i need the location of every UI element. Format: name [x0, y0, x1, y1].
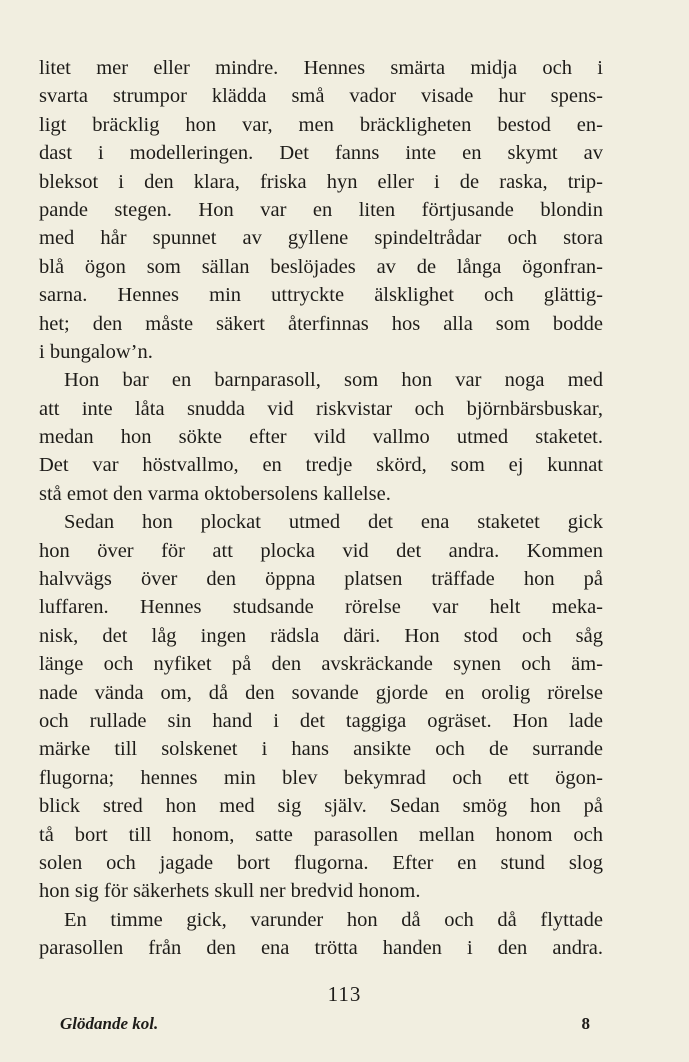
text-line: tå bort till honom, satte parasollen mellan honom och — [39, 823, 603, 846]
text-line: dast i modelleringen. Det fanns inte en skymt av — [39, 142, 603, 165]
text-line: parasollen från den ena trötta handen i den andra. — [39, 937, 603, 960]
text-line: pande stegen. Hon var en liten förtjusande blondin — [39, 198, 603, 221]
text-line: sarna. Hennes min uttryckte älsklighet och glättig- — [39, 284, 603, 307]
text-line: Sedan hon plockat utmed det ena staketet gick — [64, 511, 603, 534]
text-line: ligt bräcklig hon var, men bräckligheten bestod en- — [39, 113, 603, 136]
text-line: i bungalow’n. — [39, 340, 153, 363]
text-line: medan hon sökte efter vild vallmo utmed staketet. — [39, 426, 603, 449]
text-line: En timme gick, varunder hon då och då flyttade — [64, 908, 603, 931]
text-line: blå ögon som sällan beslöjades av de långa ögonfran- — [39, 255, 603, 278]
text-line: halvvägs över den öppna platsen träffade hon på — [39, 568, 603, 591]
text-line: litet mer eller mindre. Hennes smärta midja och i — [39, 57, 603, 79]
body-text — [39, 54, 603, 963]
text-line: stå emot den varma oktobersolens kallelse. — [39, 482, 391, 505]
text-line: het; den måste säkert återfinnas hos alla som bodde — [39, 312, 603, 335]
text-line: Hon bar en barnparasoll, som hon var noga med — [64, 369, 603, 392]
text-line: hon sig för säkerhets skull ner bredvid honom. — [39, 880, 421, 903]
text-line: flugorna; hennes min blev bekymrad och ett ögon- — [39, 766, 603, 789]
text-line: nisk, det låg ingen rädsla däri. Hon stod och såg — [39, 624, 603, 647]
text-line: och rullade sin hand i det taggiga ogräset. Hon lade — [39, 709, 603, 732]
sheet-number: 8 — [581, 1014, 590, 1033]
text-line: med hår spunnet av gyllene spindeltrådar och stora — [39, 227, 603, 250]
page-number: 113 — [327, 982, 362, 1006]
text-line: svarta strumpor klädda små vador visade hur spens- — [39, 85, 603, 108]
printer-signature: Glödande kol. — [60, 1014, 159, 1033]
text-line: att inte låta snudda vid riskvistar och björnbärsbuskar, — [39, 397, 603, 420]
text-line: blick stred hon med sig själv. Sedan smög hon på — [39, 795, 603, 818]
text-line: luffaren. Hennes studsande rörelse var helt meka- — [39, 596, 603, 619]
footer — [60, 1014, 590, 1042]
text-line: bleksot i den klara, friska hyn eller i de raska, trip- — [39, 170, 603, 193]
text-line: länge och nyfiket på den avskräckande synen och äm- — [39, 653, 603, 676]
text-line: Det var höstvallmo, en tredje skörd, som ej kunnat — [39, 454, 603, 477]
text-line: hon över för att plocka vid det andra. Kommen — [39, 539, 603, 562]
text-line: nade vända om, då den sovande gjorde en orolig rörelse — [39, 681, 603, 704]
text-line: solen och jagade bort flugorna. Efter en stund slog — [39, 851, 603, 874]
text-line: märke till solskenet i hans ansikte och de surrande — [39, 738, 603, 761]
